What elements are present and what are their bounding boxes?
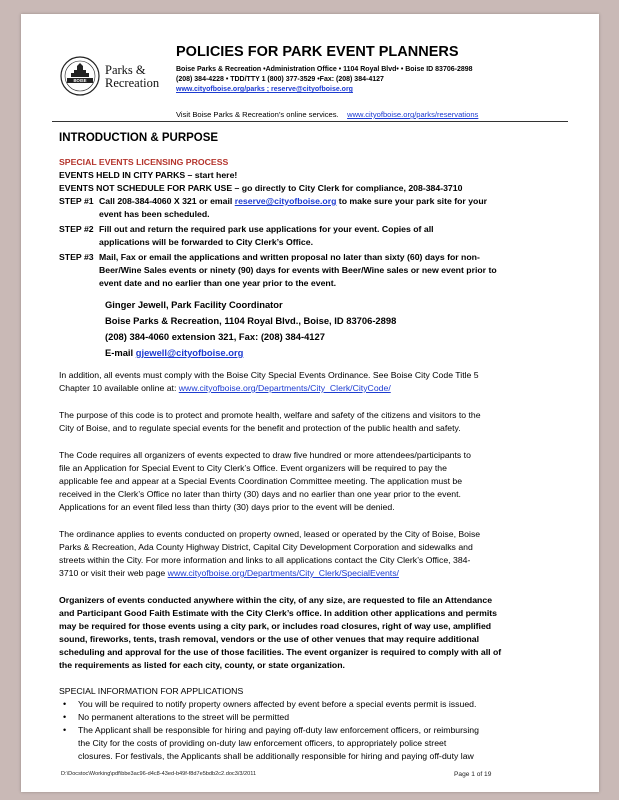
bullet-1-dot: • bbox=[63, 699, 67, 709]
step1-label: STEP #1 bbox=[59, 196, 94, 206]
step2-text: Fill out and return the required park use applications for your event. Copies of all bbox=[99, 224, 434, 234]
header-divider bbox=[52, 121, 568, 122]
contact-name: Ginger Jewell, Park Facility Coordinator bbox=[105, 299, 283, 310]
step2 bbox=[59, 223, 434, 235]
para5-line2: and Participant Good Faith Estimate with the City Clerk’s office. In addition other applications and permits bbox=[59, 608, 497, 618]
step2-line2: applications will be forwarded to City Clerk’s Office. bbox=[99, 237, 314, 247]
para4-line4 bbox=[59, 567, 399, 579]
step3-line2: Beer/Wine Sales events or ninety (90) days for events with Beer/Wine sales or new event prior to bbox=[99, 265, 497, 275]
licensing-heading: SPECIAL EVENTS LICENSING PROCESS bbox=[59, 157, 229, 167]
step1-line2: event has been scheduled. bbox=[99, 209, 210, 219]
para4-line4-text: 3710 or visit their web page bbox=[59, 568, 168, 578]
step1-text-post: to make sure your park site for your bbox=[336, 196, 488, 206]
bullet-3-line2: the City for the costs of providing on-duty law enforcement officers, to appropriately police street bbox=[78, 738, 447, 748]
boise-seal-icon bbox=[59, 55, 101, 97]
visit-text: Visit Boise Parks & Recreation’s online services. bbox=[176, 110, 339, 119]
logo-line1: Parks & bbox=[105, 63, 146, 77]
para2-line2: City of Boise, and to regulate special events for the benefit and protection of the public health and safety. bbox=[59, 423, 461, 433]
para1-line2 bbox=[59, 382, 391, 394]
para5-line4: sound, fireworks, tents, trash removal, vendors or the use of other venues that may require additional bbox=[59, 634, 479, 644]
para1-line1: In addition, all events must comply with the Boise City Special Events Ordinance. See Boise City Code Title 5 bbox=[59, 370, 479, 380]
para5-line6: the requirements as listed for each city, county, or state organization. bbox=[59, 660, 345, 670]
bullet-1: You will be required to notify property owners affected by event before a special events permit is issued. bbox=[78, 699, 477, 709]
parks-recreation-logo bbox=[52, 47, 162, 104]
reserve-email-link[interactable]: reserve@cityofboise.org bbox=[234, 196, 337, 206]
city-code-link[interactable]: www.cityofboise.org/Departments/City_Clerk/CityCode/ bbox=[178, 383, 391, 393]
para1-line2-text: Chapter 10 available online at: bbox=[59, 383, 179, 393]
special-info-heading: SPECIAL INFORMATION FOR APPLICATIONS bbox=[59, 686, 244, 696]
bullet-2: No permanent alterations to the street will be permitted bbox=[78, 712, 290, 722]
contact-phone: (208) 384-4060 extension 321, Fax: (208) 384-4127 bbox=[105, 331, 325, 342]
para4-line1: The ordinance applies to events conducted on property owned, leased or operated by the City of Boise, Boise bbox=[59, 529, 481, 539]
bullet-3-line3: closures. For festivals, the Applicants shall be additionally responsible for hiring and paying off-duty law bbox=[78, 751, 474, 761]
step2-label: STEP #2 bbox=[59, 224, 94, 234]
step3-line3: event date and no earlier than one year prior to the event. bbox=[99, 278, 337, 288]
logo-wordmark bbox=[105, 64, 159, 90]
reservations-link[interactable]: www.cityofboise.org/parks/reservations bbox=[347, 110, 479, 119]
bullet-2-dot: • bbox=[63, 712, 67, 722]
para3-line3: applicable fee and appear at a Special Events Coordination Committee meeting. The application must be bbox=[59, 476, 463, 486]
para3-line4: received in the Clerk’s Office no later than thirty (30) days and no earlier than one year prior to the event. bbox=[59, 489, 461, 499]
para4-line3: streets within the City. For more information and links to all applications contact the City Clerk’s Office, 384- bbox=[59, 555, 471, 565]
logo-line2: Recreation bbox=[105, 76, 160, 90]
step3-text: Mail, Fax or email the applications and written proposal no later than sixty (60) days for non- bbox=[99, 252, 480, 262]
header-phone: (208) 384-4228 • TDD/TTY 1 (800) 377-3529 •Fax: (208) 384-4127 bbox=[176, 76, 384, 83]
step1-text: Call 208-384-4060 X 321 or email bbox=[99, 196, 235, 206]
para3-line5: Applications for an event filed less than thirty (30) days prior to the event will be denied. bbox=[59, 502, 395, 512]
header-visit-line bbox=[176, 110, 478, 119]
para5-line1: Organizers of events conducted anywhere within the city, of any size, are requested to file an Attendance bbox=[59, 595, 493, 605]
para2-line1: The purpose of this code is to protect and promote health, welfare and safety of the citizens and visitors to the bbox=[59, 410, 481, 420]
contact-email-link[interactable]: gjewell@cityofboise.org bbox=[135, 347, 244, 358]
step1 bbox=[59, 195, 487, 207]
footer-file-path: D:\Docstoc\Working\pdf\bbe3ac96-d4c8-43ed-b49f-f8d7e5bdb2c2.doc3/3/2011 bbox=[61, 771, 257, 777]
contact-address: Boise Parks & Recreation, 1104 Royal Blvd., Boise, ID 83706-2898 bbox=[105, 315, 397, 326]
licensing-line2: EVENTS NOT SCHEDULE FOR PARK USE – go directly to City Clerk for compliance, 208-384-3710 bbox=[59, 183, 463, 193]
special-events-link[interactable]: www.cityofboise.org/Departments/City_Clerk/SpecialEvents/ bbox=[167, 568, 399, 578]
licensing-line1: EVENTS HELD IN CITY PARKS – start here! bbox=[59, 170, 238, 180]
email-label: E-mail bbox=[105, 347, 136, 358]
section-title: INTRODUCTION & PURPOSE bbox=[59, 132, 219, 144]
para3-line2: file an Application for Special Event to City Clerk’s Office. Event organizers will be required to pay the bbox=[59, 463, 447, 473]
para5-line5: scheduling and approval for the use of those facilities. The event organizer is required to comply with all of bbox=[59, 647, 502, 657]
document-page bbox=[21, 14, 599, 792]
para5-line3: may be required for those events using a city park, or includes road closures, right of way use, amplified bbox=[59, 621, 492, 631]
contact-email bbox=[105, 345, 243, 361]
footer-page-number: Page 1 of 19 bbox=[454, 771, 492, 778]
step3 bbox=[59, 251, 480, 263]
para3-line1: The Code requires all organizers of events expected to draw five hundred or more attendees/participants to bbox=[59, 450, 471, 460]
page-title: POLICIES FOR PARK EVENT PLANNERS bbox=[176, 44, 459, 60]
para4-line2: Parks & Recreation, Ada County Highway District, Capital City Development Corporation and sidewalks and bbox=[59, 542, 473, 552]
bullet-3-line1: The Applicant shall be responsible for hiring and paying off-duty law enforcement officers, or reimbursing bbox=[78, 725, 479, 735]
header-address: Boise Parks & Recreation •Administration Office • 1104 Royal Blvd• • Boise ID 83706-2898 bbox=[176, 66, 473, 73]
step3-label: STEP #3 bbox=[59, 252, 94, 262]
header-links[interactable]: www.cityofboise.org/parks ; reserve@cityofboise.org bbox=[176, 86, 353, 93]
svg-text:BOISE: BOISE bbox=[73, 78, 87, 84]
bullet-3-dot: • bbox=[63, 725, 67, 735]
